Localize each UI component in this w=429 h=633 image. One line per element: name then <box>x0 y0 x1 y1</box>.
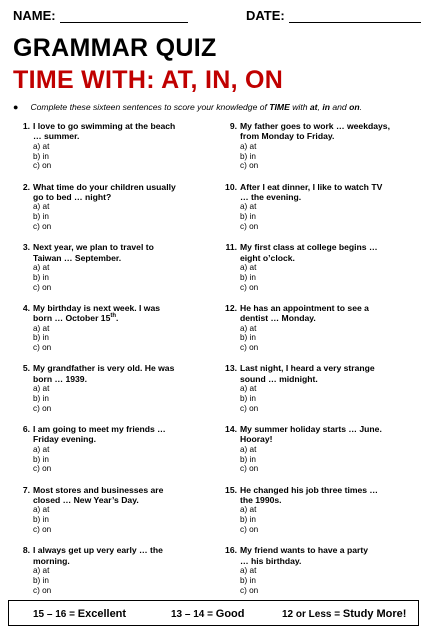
score-footer <box>8 600 419 626</box>
question-item <box>221 363 411 424</box>
question-line <box>240 424 415 434</box>
question-line <box>33 556 208 566</box>
date-field <box>246 8 421 23</box>
question-line <box>240 434 415 444</box>
question-line-text: sound … midnight. <box>240 373 318 384</box>
instructions-keyword: on <box>349 102 360 112</box>
answer-option[interactable]: b) in <box>33 272 49 282</box>
question-item <box>221 424 411 485</box>
answer-option[interactable]: a) at <box>33 141 50 151</box>
answer-option[interactable]: a) at <box>33 565 50 575</box>
score-result: Study More! <box>342 608 407 620</box>
question-line <box>240 303 415 313</box>
answer-option[interactable]: c) on <box>33 464 52 474</box>
question-item <box>221 545 411 606</box>
answer-option[interactable]: c) on <box>33 403 52 413</box>
question-line-text: dentist … Monday. <box>240 313 316 324</box>
answer-option[interactable]: b) in <box>240 333 256 343</box>
answer-option[interactable]: a) at <box>33 323 50 333</box>
question-text <box>33 242 208 292</box>
question-line-text: Next year, we plan to travel to <box>33 242 154 253</box>
score-range: 13 – 14 = <box>171 609 216 620</box>
question-line-text: I love to go swimming at the beach <box>33 121 176 131</box>
answer-option[interactable]: a) at <box>240 384 257 394</box>
question-text <box>33 363 208 413</box>
question-line-text: My birthday is next week. I was <box>33 302 161 313</box>
question-item <box>221 303 411 364</box>
answer-option[interactable]: a) at <box>33 505 50 515</box>
question-number: 9. <box>229 121 237 131</box>
question-text <box>240 182 415 232</box>
question-line-text: After I eat dinner, I like to watch TV <box>240 181 383 192</box>
score-result: Excellent <box>77 608 127 620</box>
question-line-text: Most stores and businesses are <box>33 484 164 495</box>
name-label: NAME: <box>13 8 56 23</box>
question-line <box>33 121 208 131</box>
question-item <box>14 303 204 364</box>
question-item <box>221 242 411 303</box>
date-label: DATE: <box>246 8 285 23</box>
answer-option[interactable]: b) in <box>33 212 49 222</box>
question-line <box>240 545 415 555</box>
question-line-text: I always get up very early … the <box>33 545 163 556</box>
question-number: 13. <box>225 363 237 374</box>
score-result: Good <box>215 608 245 620</box>
question-line <box>240 182 415 192</box>
question-text <box>33 121 208 171</box>
question-item <box>14 424 204 485</box>
question-line <box>240 556 415 566</box>
answer-option[interactable]: b) in <box>33 575 49 585</box>
answer-option[interactable]: c) on <box>240 161 259 171</box>
instructions-keyword: in <box>322 102 330 112</box>
quiz-subtitle: TIME WITH: AT, IN, ON <box>13 66 284 94</box>
question-number: 11. <box>225 242 237 253</box>
bullet-icon: ● <box>13 102 19 112</box>
answer-option[interactable]: b) in <box>240 575 256 585</box>
answer-option[interactable]: b) in <box>33 151 49 161</box>
date-blank-line[interactable] <box>289 10 421 23</box>
question-line-text: the 1990s. <box>240 494 282 505</box>
quiz-title: GRAMMAR QUIZ <box>13 34 217 62</box>
question-text <box>240 424 415 474</box>
answer-option[interactable]: c) on <box>33 585 52 595</box>
question-line-text: … his birthday. <box>240 555 302 566</box>
question-line <box>33 545 208 555</box>
question-number: 8. <box>22 545 30 556</box>
answer-option[interactable]: c) on <box>240 222 259 231</box>
question-line <box>240 131 415 141</box>
question-line <box>33 434 208 444</box>
question-number: 3. <box>22 242 30 253</box>
name-blank-line[interactable] <box>60 10 188 23</box>
answer-option[interactable]: a) at <box>33 444 50 454</box>
question-line <box>240 374 415 384</box>
answer-option[interactable]: b) in <box>240 212 256 222</box>
question-line-text: Last night, I heard a very strange <box>240 363 375 374</box>
instructions-text: , <box>317 102 323 112</box>
answer-option[interactable]: a) at <box>240 565 257 575</box>
question-text <box>240 363 415 413</box>
ordinal-suffix: th <box>110 313 117 320</box>
question-number: 1. <box>22 121 30 131</box>
question-number: 5. <box>22 363 30 374</box>
question-number: 10. <box>225 181 237 192</box>
score-good <box>171 608 244 620</box>
question-line <box>33 242 208 252</box>
question-line-text: from Monday to Friday. <box>240 131 335 142</box>
question-line <box>33 424 208 434</box>
question-item <box>14 242 204 303</box>
question-line <box>33 363 208 373</box>
answer-option[interactable]: b) in <box>240 515 256 525</box>
question-line <box>33 313 208 323</box>
question-line <box>33 192 208 202</box>
question-text <box>33 303 208 353</box>
question-item <box>14 121 204 182</box>
question-line <box>240 363 415 373</box>
question-number: 2. <box>22 181 30 192</box>
question-line-text: morning. <box>33 555 70 566</box>
answer-option[interactable]: c) on <box>33 343 52 353</box>
question-number: 12. <box>225 302 237 313</box>
question-number: 16. <box>225 545 237 556</box>
instructions-text: Complete these sixteen sentences to score your knowledge of <box>30 102 270 112</box>
answer-option[interactable]: b) in <box>33 393 49 403</box>
question-line-text: My summer holiday starts … June. <box>240 423 382 434</box>
question-text <box>240 121 415 171</box>
answer-option[interactable]: b) in <box>240 151 256 161</box>
question-line-text: My first class at college begins … <box>240 242 378 253</box>
answer-option[interactable]: c) on <box>240 343 259 353</box>
answer-option[interactable]: b) in <box>240 272 256 282</box>
score-range: 12 or Less = <box>282 609 343 620</box>
question-line <box>240 242 415 252</box>
answer-option[interactable]: c) on <box>240 585 259 595</box>
question-item <box>14 485 204 546</box>
question-number: 6. <box>22 423 30 434</box>
question-item <box>221 121 411 182</box>
question-line-text: My grandfather is very old. He was <box>33 363 175 374</box>
answer-option[interactable]: a) at <box>33 202 50 212</box>
question-text <box>33 545 208 595</box>
question-number: 7. <box>22 484 30 495</box>
question-text <box>240 303 415 353</box>
score-excellent <box>33 608 126 620</box>
question-line-text: Hooray! <box>240 434 273 445</box>
answer-option[interactable]: a) at <box>240 202 257 212</box>
answer-option[interactable]: c) on <box>33 222 52 231</box>
question-text <box>240 242 415 292</box>
instructions-keyword: at <box>309 102 318 112</box>
question-line-text: What time do your children usually <box>33 181 176 192</box>
question-text <box>240 545 415 595</box>
question-number: 15. <box>225 484 237 495</box>
question-item <box>14 363 204 424</box>
question-item <box>14 182 204 243</box>
question-line-text: go to bed … night? <box>33 192 112 202</box>
question-line <box>240 192 415 202</box>
answer-option[interactable]: c) on <box>33 161 52 171</box>
question-line-text: Friday evening. <box>33 434 97 445</box>
score-study-more <box>282 608 406 620</box>
question-line <box>33 374 208 384</box>
question-item <box>221 182 411 243</box>
question-line-text: born … October 15 <box>33 313 111 324</box>
question-text <box>33 182 208 232</box>
instructions-text: and <box>329 102 350 112</box>
instructions-time-word: TIME <box>269 102 290 112</box>
question-line <box>240 121 415 131</box>
question-line <box>33 182 208 192</box>
answer-option[interactable]: a) at <box>33 384 50 394</box>
answer-option[interactable]: b) in <box>240 454 256 464</box>
question-item <box>221 485 411 546</box>
question-line-end: . <box>116 313 119 324</box>
question-line-text: He changed his job three times … <box>240 484 379 495</box>
answer-option[interactable]: c) on <box>240 464 259 474</box>
answer-option[interactable]: a) at <box>240 263 257 272</box>
answer-option[interactable]: c) on <box>240 403 259 413</box>
question-text <box>240 485 415 535</box>
answer-option[interactable]: a) at <box>240 141 257 151</box>
question-line <box>33 253 208 263</box>
questions-left-column <box>14 121 204 606</box>
question-text <box>33 485 208 535</box>
answer-option[interactable]: a) at <box>33 263 50 272</box>
question-line-text: … the evening. <box>240 192 302 202</box>
score-range: 15 – 16 = <box>33 609 78 620</box>
answer-option[interactable]: a) at <box>240 505 257 515</box>
question-line <box>240 495 415 505</box>
question-line-text: My father goes to work … weekdays, <box>240 121 390 131</box>
question-line-text: I am going to meet my friends … <box>33 423 166 434</box>
question-line-text: My friend wants to have a party <box>240 545 368 556</box>
question-line <box>33 303 208 313</box>
answer-option[interactable]: b) in <box>33 454 49 464</box>
questions-right-column <box>221 121 411 606</box>
question-number: 14. <box>225 423 237 434</box>
question-line-text: closed … New Year’s Day. <box>33 494 139 505</box>
answer-option[interactable]: c) on <box>33 524 52 534</box>
question-line <box>33 131 208 141</box>
question-line <box>33 485 208 495</box>
question-line-text: He has an appointment to see a <box>240 302 369 313</box>
question-line <box>240 313 415 323</box>
question-line <box>240 485 415 495</box>
name-field <box>13 8 188 23</box>
question-text <box>33 424 208 474</box>
question-number: 4. <box>22 302 30 313</box>
instructions <box>13 102 362 112</box>
answer-option[interactable]: b) in <box>33 333 49 343</box>
instructions-text: with <box>289 102 310 112</box>
answer-option[interactable]: a) at <box>240 444 257 454</box>
answer-option[interactable]: c) on <box>240 282 259 292</box>
question-line <box>240 253 415 263</box>
question-line <box>33 495 208 505</box>
question-line-text: born … 1939. <box>33 373 87 384</box>
question-line-text: Taiwan … September. <box>33 252 122 263</box>
answer-option[interactable]: a) at <box>240 323 257 333</box>
answer-option[interactable]: b) in <box>240 393 256 403</box>
question-item <box>14 545 204 606</box>
answer-option[interactable]: c) on <box>240 524 259 534</box>
question-line-text: eight o’clock. <box>240 252 295 263</box>
answer-option[interactable]: b) in <box>33 515 49 525</box>
question-line-text: … summer. <box>33 131 80 142</box>
answer-option[interactable]: c) on <box>33 282 52 292</box>
instructions-text: . <box>359 102 362 112</box>
